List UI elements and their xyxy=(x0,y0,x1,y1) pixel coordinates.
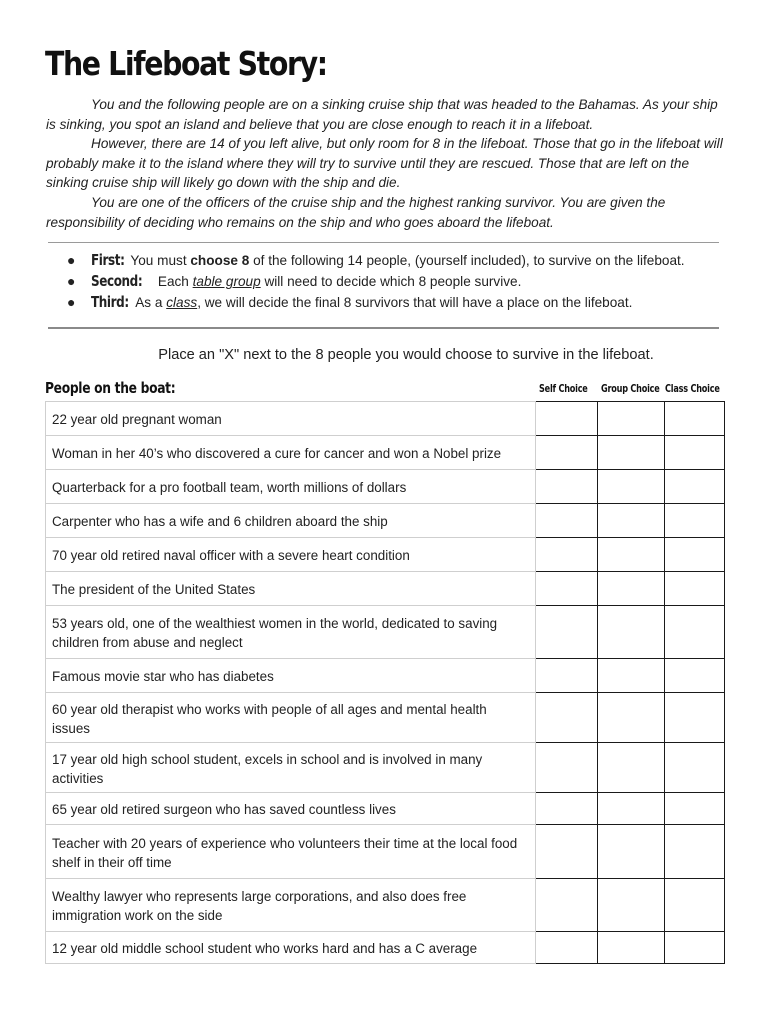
self-choice-box[interactable] xyxy=(536,470,598,504)
group-choice-box[interactable] xyxy=(598,470,665,504)
self-choice-box[interactable] xyxy=(536,693,598,743)
step-label: First: xyxy=(91,251,125,269)
table-row xyxy=(46,402,725,436)
column-header-self-choice: Self Choice xyxy=(539,382,588,395)
group-choice-box[interactable] xyxy=(598,659,665,693)
person-description: Teacher with 20 years of experience who volunteers their time at the local food shelf in their off time xyxy=(46,825,536,879)
intro-paragraph: You and the following people are on a sinking cruise ship that was headed to the Bahamas. As your ship is sinking, you spot an island and believe that you are close enough to reach it in a lifeboat. xyxy=(46,97,718,132)
step-emphasis: table group xyxy=(192,274,261,289)
person-description: Carpenter who has a wife and 6 children aboard the ship xyxy=(46,504,536,538)
class-choice-box[interactable] xyxy=(665,436,725,470)
class-choice-box[interactable] xyxy=(665,402,725,436)
class-choice-box[interactable] xyxy=(665,932,725,964)
person-description: 53 years old, one of the wealthiest women in the world, dedicated to saving children from abuse and neglect xyxy=(46,606,536,659)
step-first xyxy=(64,250,724,271)
group-choice-box[interactable] xyxy=(598,504,665,538)
group-choice-box[interactable] xyxy=(598,606,665,659)
table-heading: People on the boat: xyxy=(45,379,176,397)
group-choice-box[interactable] xyxy=(598,402,665,436)
person-description: Woman in her 40’s who discovered a cure for cancer and won a Nobel prize xyxy=(46,436,536,470)
class-choice-box[interactable] xyxy=(665,693,725,743)
table-row xyxy=(46,693,725,743)
class-choice-box[interactable] xyxy=(665,504,725,538)
class-choice-box[interactable] xyxy=(665,470,725,504)
table-row xyxy=(46,606,725,659)
column-header-class-choice: Class Choice xyxy=(665,382,720,395)
step-label: Second: xyxy=(91,272,143,290)
group-choice-box[interactable] xyxy=(598,572,665,606)
self-choice-box[interactable] xyxy=(536,606,598,659)
group-choice-box[interactable] xyxy=(598,693,665,743)
column-header-group-choice: Group Choice xyxy=(601,382,660,395)
table-row xyxy=(46,793,725,825)
step-second xyxy=(64,271,724,292)
class-choice-box[interactable] xyxy=(665,572,725,606)
self-choice-box[interactable] xyxy=(536,879,598,932)
table-row xyxy=(46,470,725,504)
person-description: 65 year old retired surgeon who has saved countless lives xyxy=(46,793,536,825)
group-choice-box[interactable] xyxy=(598,436,665,470)
self-choice-box[interactable] xyxy=(536,538,598,572)
self-choice-box[interactable] xyxy=(536,572,598,606)
intro-paragraph: However, there are 14 of you left alive, but only room for 8 in the lifeboat. Those that go in the lifeboat will probably make it to the island where they will try to survive until they are rescued. Those that are left on the sinking cruise ship will likely go down with the ship and die. xyxy=(46,136,723,191)
group-choice-box[interactable] xyxy=(598,825,665,879)
self-choice-box[interactable] xyxy=(536,504,598,538)
table-row xyxy=(46,538,725,572)
step-text: Each xyxy=(157,274,193,289)
person-description: The president of the United States xyxy=(46,572,536,606)
self-choice-box[interactable] xyxy=(536,825,598,879)
class-choice-box[interactable] xyxy=(665,825,725,879)
table-row xyxy=(46,879,725,932)
bullet-icon: ● xyxy=(67,294,76,310)
class-choice-box[interactable] xyxy=(665,606,725,659)
divider-bottom xyxy=(48,327,719,329)
step-text: As a xyxy=(135,295,167,310)
person-description: 70 year old retired naval officer with a severe heart condition xyxy=(46,538,536,572)
person-description: 12 year old middle school student who works hard and has a C average xyxy=(46,932,536,964)
self-choice-box[interactable] xyxy=(536,402,598,436)
intro-paragraph: You are one of the officers of the cruise ship and the highest ranking survivor. You are given the responsibility of deciding who remains on the ship and who goes aboard the lifeboat. xyxy=(46,194,666,230)
page-title: The Lifeboat Story: xyxy=(45,44,327,83)
table-row xyxy=(46,743,725,793)
group-choice-box[interactable] xyxy=(598,879,665,932)
table-row xyxy=(46,932,725,964)
table-row xyxy=(46,825,725,879)
step-third xyxy=(64,292,724,313)
step-text: will need to decide which 8 people survive. xyxy=(260,274,522,289)
self-choice-box[interactable] xyxy=(536,793,598,825)
class-choice-box[interactable] xyxy=(665,743,725,793)
step-text: , we will decide the final 8 survivors that will have a place on the lifeboat. xyxy=(197,295,633,310)
step-emphasis: choose 8 xyxy=(190,253,250,268)
table-row xyxy=(46,504,725,538)
self-choice-box[interactable] xyxy=(536,436,598,470)
class-choice-box[interactable] xyxy=(665,879,725,932)
class-choice-box[interactable] xyxy=(665,659,725,693)
class-choice-box[interactable] xyxy=(665,538,725,572)
table-row xyxy=(46,436,725,470)
divider-top xyxy=(48,242,719,243)
table-row xyxy=(46,659,725,693)
step-label: Third: xyxy=(91,293,129,311)
instruction-text: Place an "X" next to the 8 people you would choose to survive in the lifeboat. xyxy=(158,347,654,363)
self-choice-box[interactable] xyxy=(536,659,598,693)
person-description: Quarterback for a pro football team, worth millions of dollars xyxy=(46,470,536,504)
person-description: 22 year old pregnant woman xyxy=(46,402,536,436)
class-choice-box[interactable] xyxy=(665,793,725,825)
person-description: 17 year old high school student, excels in school and is involved in many activities xyxy=(46,743,536,793)
person-description: 60 year old therapist who works with people of all ages and mental health issues xyxy=(46,693,536,743)
step-text: of the following 14 people, (yourself included), to survive on the lifeboat. xyxy=(249,253,685,268)
person-description: Famous movie star who has diabetes xyxy=(46,659,536,693)
step-text: You must xyxy=(130,253,191,268)
person-description: Wealthy lawyer who represents large corporations, and also does free immigration work on the side xyxy=(46,879,536,932)
group-choice-box[interactable] xyxy=(598,793,665,825)
people-table xyxy=(45,401,725,964)
bullet-icon: ● xyxy=(67,252,76,268)
table-row xyxy=(46,572,725,606)
self-choice-box[interactable] xyxy=(536,932,598,964)
group-choice-box[interactable] xyxy=(598,743,665,793)
group-choice-box[interactable] xyxy=(598,538,665,572)
intro-story xyxy=(46,95,726,232)
group-choice-box[interactable] xyxy=(598,932,665,964)
step-list xyxy=(64,250,724,313)
bullet-icon: ● xyxy=(67,273,76,289)
step-emphasis: class xyxy=(166,295,198,310)
self-choice-box[interactable] xyxy=(536,743,598,793)
